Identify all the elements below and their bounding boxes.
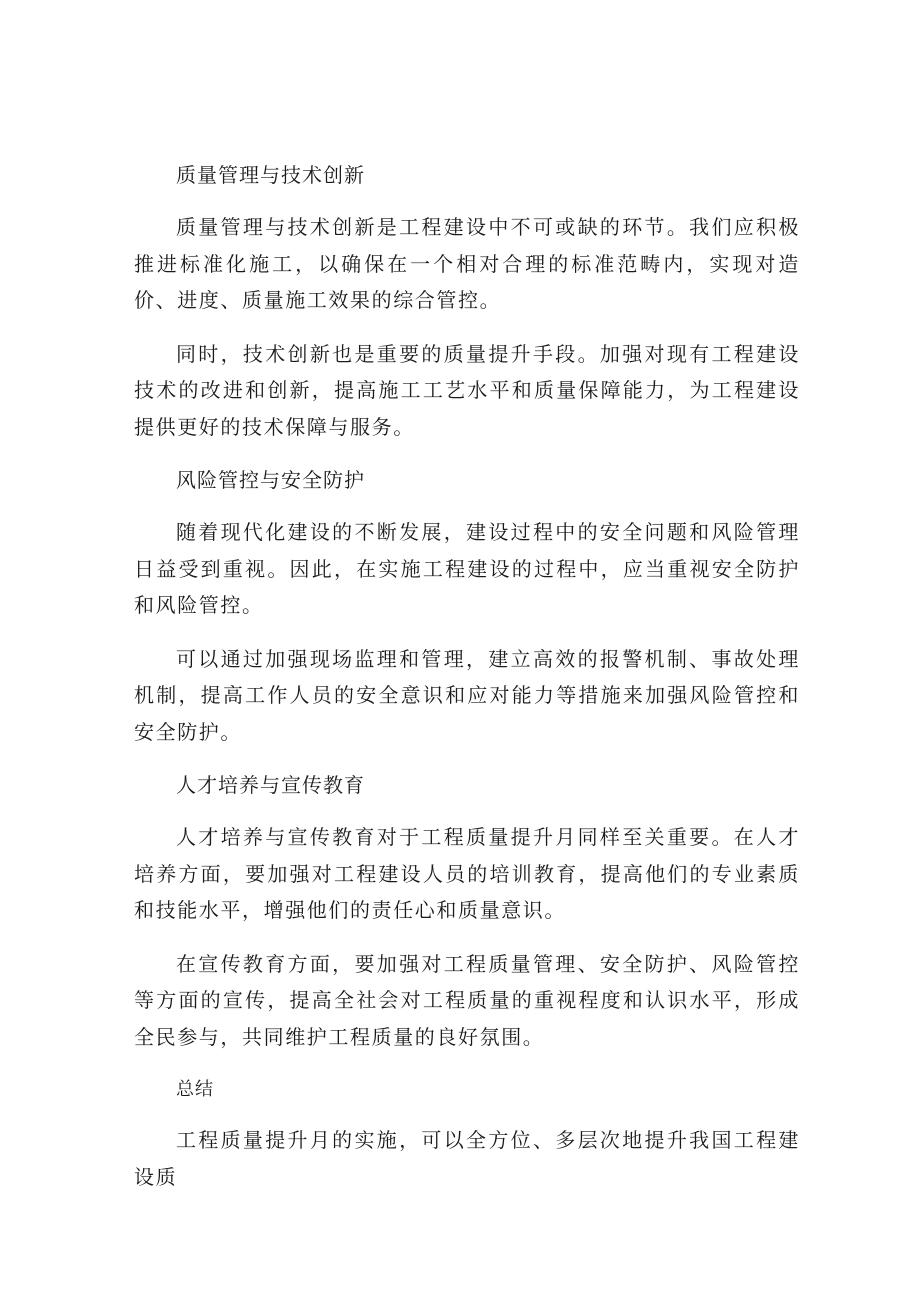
document-body xyxy=(134,157,800,1212)
paragraph: 质量管理与技术创新是工程建设中不可或缺的环节。我们应积极推进标准化施工，以确保在一个相对合理的标准范畴内，实现对造价、进度、质量施工效果的综合管控。 xyxy=(134,215,800,312)
paragraph: 可以通过加强现场监理和管理，建立高效的报警机制、事故处理机制，提高工作人员的安全意识和应对能力等措施来加强风险管控和安全防护。 xyxy=(134,646,800,744)
section-risk-safety xyxy=(134,462,800,750)
paragraph: 人才培养与宣传教育对于工程质量提升月同样至关重要。在人才培养方面，要加强对工程建设人员的培训教育，提高他们的专业素质和技能水平，增强他们的责任心和质量意识。 xyxy=(134,825,800,922)
section-heading: 质量管理与技术创新 xyxy=(176,163,365,187)
paragraph: 同时，技术创新也是重要的质量提升手段。加强对现有工程建设技术的改进和创新，提高施工工艺水平和质量保障能力，为工程建设提供更好的技术保障与服务。 xyxy=(134,341,800,439)
section-talent-education xyxy=(134,767,800,1055)
section-heading: 人才培养与宣传教育 xyxy=(176,773,365,797)
section-heading: 风险管控与安全防护 xyxy=(176,468,365,492)
paragraph: 在宣传教育方面，要加强对工程质量管理、安全防护、风险管控等方面的宣传，提高全社会对工程质量的重视程度和认识水平，形成全民参与，共同维护工程质量的良好氛围。 xyxy=(134,951,800,1049)
paragraph: 随着现代化建设的不断发展，建设过程中的安全问题和风险管理日益受到重视。因此，在实施工程建设的过程中，应当重视安全防护和风险管控。 xyxy=(134,520,800,617)
section-quality-innovation xyxy=(134,157,800,445)
paragraph: 工程质量提升月的实施，可以全方位、多层次地提升我国工程建设质 xyxy=(134,1128,800,1189)
section-summary xyxy=(134,1072,800,1195)
section-heading: 总结 xyxy=(176,1079,214,1100)
